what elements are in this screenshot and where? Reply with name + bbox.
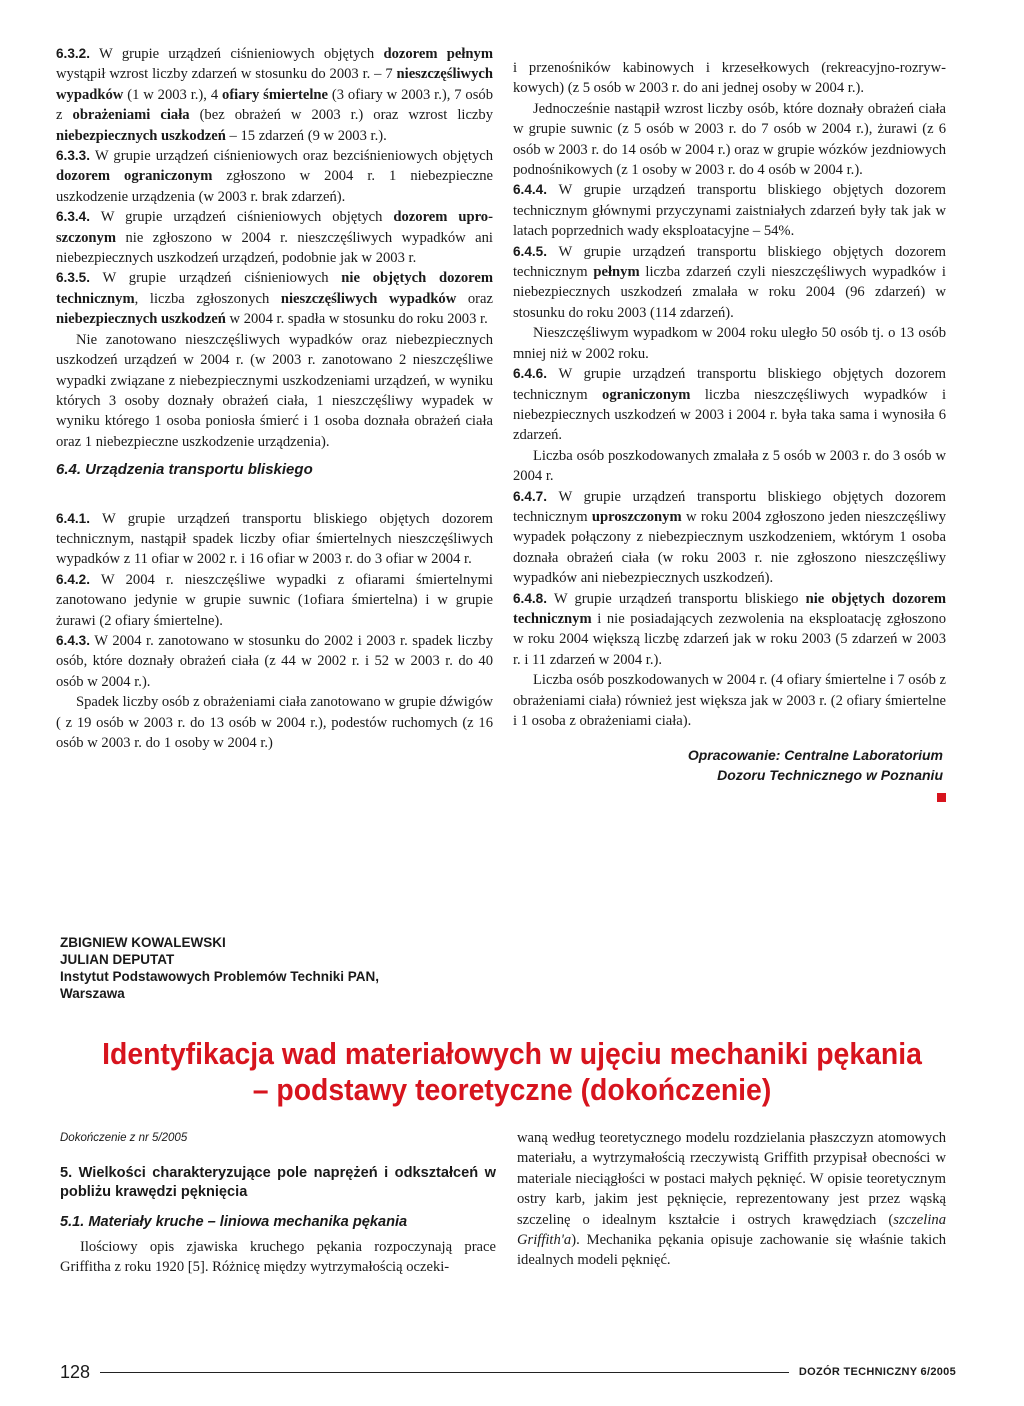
paragraph-6-4-2: 6.4.2. W 2004 r. nieszczęśliwe wypadki z ofiarami śmiertelnymi zanotowano jedynie w grupie suwnic (1ofiara śmiertelna) i w grupie żurawi (2 ofiary śmiertelne).: [56, 571, 493, 629]
paragraph-liczba-osob-2004: Liczba osób poszkodowanych w 2004 r. (4 ofiary śmiertelne i 7 osób z obrażeniami ciała) również jest większa jak w 2003 r. (2 ofiary śmiertelne i 1 osoba z obrażeniami ciała).: [513, 672, 946, 729]
section-number: 6.3.2.: [56, 46, 91, 61]
section-number: 6.4.5.: [513, 243, 548, 259]
credit-line: Opracowanie: Centralne Laboratorium Dozoru Technicznego w Poznaniu: [687, 747, 943, 784]
paragraph-6-3-2: 6.3.2. W grupie urządzeń ciśnieniowych objętych dozorem pełnym wystąpił wzrost liczby zdarzeń w stosunku do 2003 r. – 7 nieszczęśliwych wypadków (1 w 2003 r.), 4 ofiary śmiertelne (3 ofiary w 2003 r.), 7 osób z obrażeniami ciała (bez obrażeń w 2003 r.) oraz wzrost liczby niebezpiecznych uszkodzeń – 15 zdarzeń (9 w 2003 r.).: [56, 46, 493, 144]
section-number: 6.4.7.: [513, 488, 548, 504]
section-number: 6.4.3.: [56, 632, 91, 648]
paragraph-6-4-4: 6.4.4. W grupie urządzeń transportu bliskiego objętych dozorem technicznym głównymi przyczynami zaistniałych zdarzeń były tak jak w latach poprzednich wady eksploatacyjne – 54%.: [513, 182, 946, 240]
authors-block: [60, 934, 520, 1002]
author-institution: Instytut Podstawowych Problemów Techniki PAN,: [60, 969, 380, 984]
section-number: 6.4.4.: [513, 182, 548, 198]
paragraph-nieszczesliwym: Nieszczęśliwym wypadkom w 2004 roku uległo 50 osób tj. o 13 osób mniej niż w 2002 roku.: [513, 325, 946, 362]
paragraph-6-4-8: 6.4.8. W grupie urządzeń transportu bliskiego nie objętych dozorem technicznym i nie posiadających zezwolenia na eksploatację zgłoszono w roku 2004 większą liczbę zdarzeń jak w roku 2003 (5 zdarzeń w 2003 r. i 11 zdarzeń w 2004 r.).: [513, 590, 946, 668]
footer-rule: [100, 1372, 789, 1373]
paragraph-6-4-1: 6.4.1. W grupie urządzeń transportu bliskiego objętych dozorem technicznym, nastąpił spadek liczby ofiar śmiertelnych nieszczęśliwych wypadków z 11 ofiar w 2002 r. i 16 ofiar w 2003 r. do 3 ofiar w 2004 r.: [56, 510, 493, 568]
paragraph-continuation: i przenośników kabinowych i krzesełkowych (rekreacyjno-rozrywkowych) (z 5 osób w 2003 r. do ani jednej osoby w 2004 r.).: [513, 60, 946, 97]
paragraph-6-3-5: 6.3.5. W grupie urządzeń ciśnieniowych nie objętych dozorem technicznym, liczba zgłoszonych nieszczęśliwych wypadków oraz niebezpiecznych uszkodzeń w 2004 r. spadła w stosunku do roku 2003 r.: [56, 270, 493, 328]
paragraph-spadek: Spadek liczby osób z obrażeniami ciała zanotowano w grupie dźwigów ( z 19 osób w 2003 r. do 13 osób w 2004 r.), podestów ruchomych (z 16 osób w 2003 r. do 1 osoby w 2004 r.): [56, 694, 493, 751]
top-left-column: [56, 44, 493, 753]
paragraph-griffith-intro: Ilościowy opis zjawiska kruchego pękania rozpoczynają prace Griffitha z roku 1920 [5]. Różnicę między wytrzymałością oczeki-: [60, 1238, 496, 1276]
paragraph-nie-zanotowano: Nie zanotowano nieszczęśliwych wypadków oraz niebezpiecznych uszkodzeń urządzeń w 2004 r. (w 2003 r. zanotowano 2 nieszczęśliwe wypadki związane z niebezpiecznymi uszkodzeniami urządzeń, w wyniku których 3 osoby doznały obrażeń ciała, 1 nieszczęśliwy wypadek w wyniku którego 1 osoba poniosła śmierć i 1 osoba doznała obrażeń ciała oraz 1 niebezpieczne uszkodzenie urządzenia).: [56, 331, 493, 450]
bottom-left-column: [60, 1128, 496, 1278]
paragraph-6-4-5: 6.4.5. W grupie urządzeń transportu bliskiego objętych dozorem technicznym pełnym liczba zdarzeń czyli nieszczęśliwych wypadków i niebezpiecznych uszkodzeń zmalała w roku 2004 (96 zdarzeń) w stosunku do roku 2003 (114 zdarzeń).: [513, 243, 946, 321]
paragraph-liczba-osob: Liczba osób poszkodowanych zmalała z 5 osób w 2003 r. do 3 osób w 2004 r.: [513, 447, 946, 485]
continued-note: Dokończenie z nr 5/2005: [60, 1132, 188, 1144]
bottom-right-column: [517, 1128, 946, 1271]
section-number: 6.3.5.: [56, 270, 91, 286]
section-number: 6.3.3.: [56, 148, 91, 164]
section-number: 6.4.8.: [513, 590, 548, 606]
paragraph-6-3-3: 6.3.3. W grupie urządzeń ciśnieniowych oraz bezciśnieniowych objętych dozorem ograniczonym zgłoszono w 2004 r. 1 niebezpieczne uszkodzenie urządzenia (w 2003 r. brak zdarzeń).: [56, 148, 493, 205]
section-number: 6.4.2.: [56, 571, 91, 587]
section-heading-6-4: 6.4. Urządzenia transportu bliskiego: [56, 461, 313, 479]
article-title: Identyfikacja wad materiałowych w ujęciu mechaniki pękania – podstawy teoretyczne (dokończenie): [102, 1037, 922, 1107]
section-number: 6.4.1.: [56, 510, 91, 526]
paragraph-6-4-6: 6.4.6. W grupie urządzeń transportu bliskiego objętych dozorem technicznym ograniczonym liczba nieszczęśliwych wypadków i niebezpiecznych uszkodzeń w 2003 i 2004 r. była taka sama i wynosiła 6 zdarzeń.: [513, 366, 946, 444]
paragraph-griffith-model: waną według teoretycznego modelu rozdzielania płaszczyzn atomowych materiału, a wytrzymałością rzeczywistą Griffith przypisał obecności w materiale nieciągłości w postaci małych pęknięć. W opisie teoretycznym ostry karb, jakim jest pęknięcie, reprezentowany jest przez wąską szczelinę o idealnym kształcie i ostrych krawędziach (szczelina Griffith'a). Mechanika pękania opisuje zachowanie się właśnie takich idealnych modeli pęknięć.: [517, 1130, 946, 1269]
top-right-column: [513, 58, 946, 802]
section-heading-5: 5. Wielkości charakteryzujące pole naprężeń i odkształceń w pobliżu krawędzi pęknięcia: [60, 1165, 496, 1201]
author-name: ZBIGNIEW KOWALEWSKI: [60, 935, 226, 950]
journal-name: DOZÓR TECHNICZNY 6/2005: [798, 1366, 956, 1378]
paragraph-6-4-7: 6.4.7. W grupie urządzeń transportu bliskiego objętych dozorem technicznym uproszczonym w roku 2004 zgłoszono jeden nieszczęśliwy wypadek połączony z niebezpiecznym uszkodzeniem, wktórym 1 osoba doznała obrażeń ciała (w roku 2003 r. nie zgłoszono nieszczęśliwy wypadków ani niebezpiecznych uszkodzeń).: [513, 488, 946, 587]
page-number: 128: [60, 1361, 91, 1382]
section-number: 6.4.6.: [513, 366, 548, 382]
paragraph-jednoczesnie: Jednocześnie nastąpił wzrost liczby osób, które doznały obrażeń ciała w grupie suwnic (z 5 osób w 2003 r. do 7 osób w 2004 r.), żurawi (z 6 osób w 2003 r. do 14 osób w 2004 r.) oraz w grupie wózków jezdniowych podnośnikowych (z 1 osoby w 2003 r. do 4 osób w 2004 r.).: [513, 100, 946, 179]
section-number: 6.3.4.: [56, 209, 91, 225]
page-footer: [60, 1358, 956, 1386]
end-of-article-mark-icon: [937, 793, 946, 802]
paragraph-6-4-3: 6.4.3. W 2004 r. zanotowano w stosunku do 2002 i 2003 r. spadek liczby osób, które doznały obrażeń ciała (z 44 w 2002 r. i 52 w 2003 r. do 40 osób w 2004 r.).: [56, 632, 493, 690]
author-name: JULIAN DEPUTAT: [60, 952, 175, 967]
author-city: Warszawa: [60, 986, 125, 1001]
section-heading-5-1: 5.1. Materiały kruche – liniowa mechanika pękania: [60, 1214, 408, 1231]
paragraph-6-3-4: 6.3.4. W grupie urządzeń ciśnieniowych objętych dozorem uproszczonym nie zgłoszono w 2004 r. nieszczęśliwych wypadków ani niebezpiecznych uszkodzeń urządzeń, podobnie jak w 2003 r.: [56, 209, 493, 267]
